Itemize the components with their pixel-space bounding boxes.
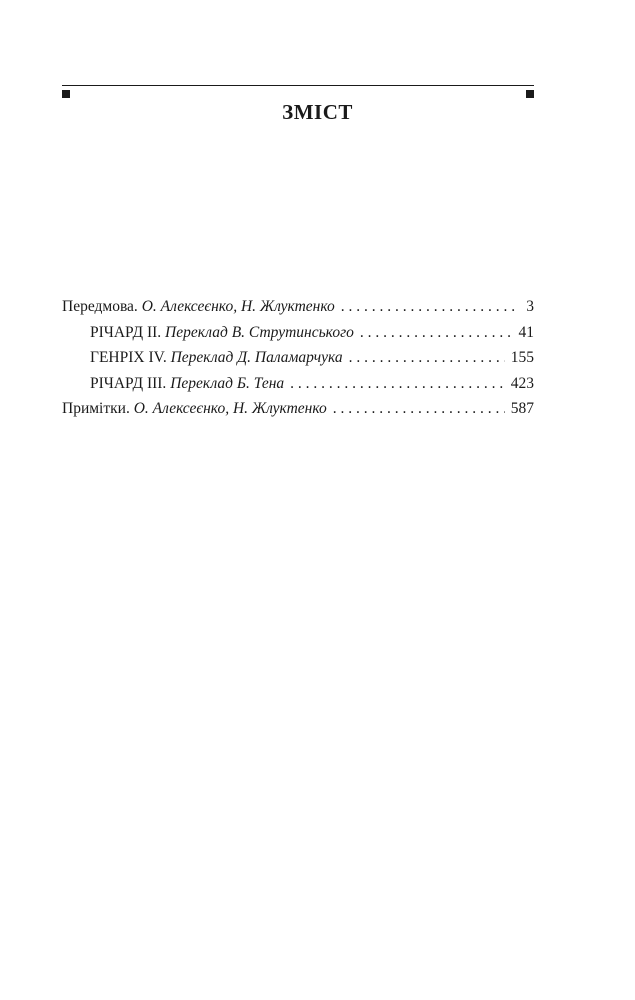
header-rule [62,85,534,86]
toc-entry-foreword[interactable] [62,294,534,320]
toc-entry-title: ГЕНРІХ ІV. [90,349,167,367]
dot-leader [341,294,521,320]
toc-entry-author: Переклад Б. Тена [170,374,285,392]
toc-entry-page: 3 [526,298,534,315]
toc-entry-author: О. Алексеєнко, Н. Жлуктенко [141,298,335,315]
table-of-contents [62,294,534,422]
toc-entry-page: 587 [510,400,534,418]
dot-leader [333,396,505,422]
dot-leader [349,345,505,371]
toc-entry-page: 155 [510,349,534,367]
dot-leader [290,371,505,397]
toc-entry-page: 41 [518,323,534,341]
right-square-marker [526,90,534,98]
toc-entry-title: Примітки. [62,400,130,418]
dot-leader [360,320,513,346]
toc-entry-title: РІЧАРД ІІІ. [90,374,167,392]
toc-entry-richard-ii[interactable] [62,320,534,346]
toc-entry-title: РІЧАРД ІІ. [90,323,162,341]
toc-entry-henry-iv[interactable] [62,345,534,371]
toc-entry-richard-iii[interactable] [62,371,534,397]
left-square-marker [62,90,70,98]
toc-entry-author: О. Алексеєнко, Н. Жлуктенко [133,400,327,418]
toc-entry-author: Переклад В. Струтинського [165,323,354,341]
page-title: ЗМІСТ [282,100,353,124]
toc-entry-page: 423 [510,374,534,392]
toc-entry-notes[interactable] [62,396,534,422]
toc-entry-author: Переклад Д. Паламарчука [170,349,343,367]
toc-entry-title: Передмова. [62,298,138,315]
